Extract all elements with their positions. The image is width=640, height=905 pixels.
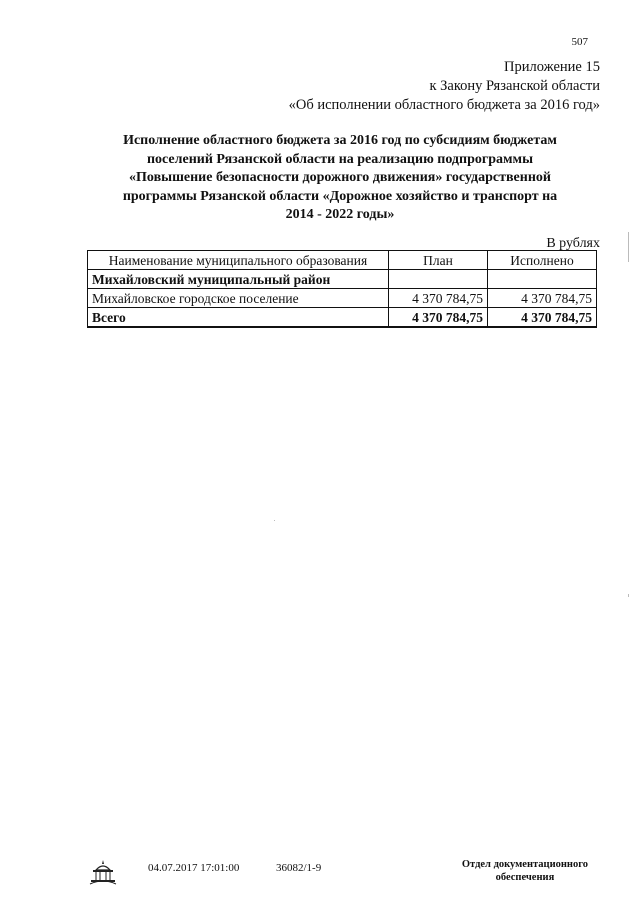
- cell-executed: 4 370 784,75: [488, 308, 597, 328]
- title-line-4: программы Рязанской области «Дорожное хозяйство и транспорт на: [122, 188, 558, 204]
- cell-executed: [488, 270, 597, 289]
- table-row-settlement: [88, 289, 597, 308]
- title-line-3: «Повышение безопасности дорожного движения» государственной: [129, 170, 551, 185]
- annex-line-1: Приложение 15: [504, 59, 600, 75]
- scan-mark: [628, 232, 629, 262]
- annex-line-3: «Об исполнении областного бюджета за 2016 год»: [288, 97, 600, 113]
- table-row-district: [88, 270, 597, 289]
- cell-name: Михайловское городское поселение: [88, 289, 389, 308]
- document-title: [88, 132, 592, 225]
- header-executed: Исполнено: [488, 251, 597, 270]
- table-header-row: [88, 251, 597, 270]
- footer-dept-line-2: обеспечения: [495, 872, 555, 883]
- footer-dept-line-1: Отдел документационного: [461, 859, 588, 870]
- cell-plan: 4 370 784,75: [389, 308, 488, 328]
- footer-datetime: 04.07.2017 17:01:00: [148, 862, 240, 874]
- title-line-5: 2014 - 2022 годы»: [285, 207, 395, 222]
- footer-department: [462, 858, 588, 884]
- scan-mark: [628, 594, 629, 597]
- annex-line-2: к Закону Рязанской области: [429, 78, 600, 94]
- page-number: 507: [571, 36, 588, 48]
- unit-label: В рублях: [546, 236, 600, 251]
- cell-name: Всего: [88, 308, 389, 328]
- footer-reg-number: 36082/1-9: [276, 862, 322, 874]
- budget-table: [87, 250, 597, 328]
- title-line-1: Исполнение областного бюджета за 2016 год по субсидиям бюджетам: [123, 133, 557, 148]
- cell-plan: [389, 270, 488, 289]
- cell-name: Михайловский муниципальный район: [88, 270, 389, 289]
- annex-header: [289, 58, 600, 115]
- scan-mark: [274, 520, 275, 521]
- cell-executed: 4 370 784,75: [488, 289, 597, 308]
- cell-plan: 4 370 784,75: [389, 289, 488, 308]
- table-row-total: [88, 308, 597, 328]
- header-plan: План: [389, 251, 488, 270]
- title-line-2: поселений Рязанской области на реализацию подпрограммы: [146, 151, 534, 167]
- duma-building-logo-icon: [88, 858, 118, 886]
- header-name: Наименование муниципального образования: [88, 251, 389, 270]
